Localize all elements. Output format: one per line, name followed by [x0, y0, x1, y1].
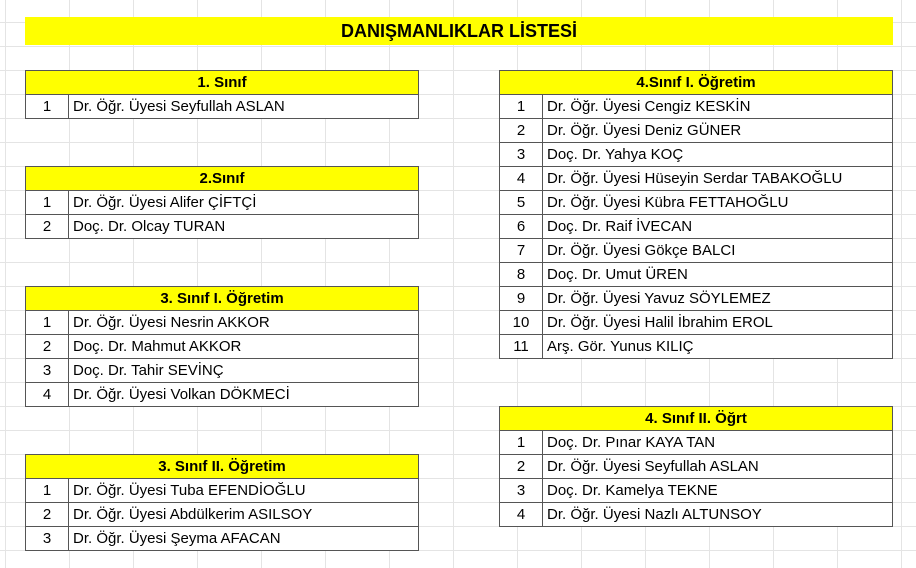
row-number[interactable]: 4 — [500, 167, 543, 191]
row-number[interactable]: 1 — [26, 95, 69, 119]
group-3-sinif-ii-ogretim — [25, 454, 419, 551]
advisor-name[interactable]: Doç. Dr. Raif İVECAN — [543, 215, 893, 239]
table-row — [500, 263, 893, 287]
row-number[interactable]: 3 — [500, 143, 543, 167]
group-3-sinif-i-ogretim — [25, 286, 419, 407]
row-number[interactable]: 5 — [500, 191, 543, 215]
advisor-name[interactable]: Doç. Dr. Kamelya TEKNE — [543, 479, 893, 503]
row-number[interactable]: 1 — [500, 431, 543, 455]
row-number[interactable]: 1 — [26, 311, 69, 335]
advisor-name[interactable]: Dr. Öğr. Üyesi Seyfullah ASLAN — [543, 455, 893, 479]
table-row — [26, 383, 419, 407]
table-row — [26, 215, 419, 239]
page-title[interactable]: DANIŞMANLIKLAR LİSTESİ — [25, 17, 893, 45]
table-row — [26, 359, 419, 383]
table-row — [26, 503, 419, 527]
advisor-name[interactable]: Dr. Öğr. Üyesi Volkan DÖKMECİ — [69, 383, 419, 407]
table-row — [500, 335, 893, 359]
advisor-name[interactable]: Doç. Dr. Pınar KAYA TAN — [543, 431, 893, 455]
advisor-name[interactable]: Dr. Öğr. Üyesi Alifer ÇİFTÇİ — [69, 191, 419, 215]
advisor-name[interactable]: Doç. Dr. Umut ÜREN — [543, 263, 893, 287]
advisor-name[interactable]: Doç. Dr. Tahir SEVİNÇ — [69, 359, 419, 383]
table-row — [500, 431, 893, 455]
group-header[interactable]: 2.Sınıf — [26, 167, 419, 191]
row-number[interactable]: 8 — [500, 263, 543, 287]
table-row — [26, 95, 419, 119]
row-number[interactable]: 6 — [500, 215, 543, 239]
group-header[interactable]: 4.Sınıf I. Öğretim — [500, 71, 893, 95]
group-2-sinif — [25, 166, 419, 239]
table-row — [26, 479, 419, 503]
table-row — [500, 215, 893, 239]
advisor-name[interactable]: Doç. Dr. Mahmut AKKOR — [69, 335, 419, 359]
table-row — [500, 143, 893, 167]
advisor-name[interactable]: Dr. Öğr. Üyesi Abdülkerim ASILSOY — [69, 503, 419, 527]
table-row — [500, 479, 893, 503]
row-number[interactable]: 3 — [26, 359, 69, 383]
table-row — [500, 455, 893, 479]
advisor-name[interactable]: Dr. Öğr. Üyesi Tuba EFENDİOĞLU — [69, 479, 419, 503]
group-4-sinif-i-ogretim — [499, 70, 893, 359]
row-number[interactable]: 2 — [26, 215, 69, 239]
advisor-name[interactable]: Dr. Öğr. Üyesi Halil İbrahim EROL — [543, 311, 893, 335]
table-row — [500, 503, 893, 527]
row-number[interactable]: 2 — [26, 503, 69, 527]
table-row — [500, 311, 893, 335]
row-number[interactable]: 1 — [26, 479, 69, 503]
table-row — [500, 191, 893, 215]
advisor-name[interactable]: Dr. Öğr. Üyesi Hüseyin Serdar TABAKOĞLU — [543, 167, 893, 191]
table-row — [500, 287, 893, 311]
table-row — [500, 239, 893, 263]
row-number[interactable]: 9 — [500, 287, 543, 311]
row-number[interactable]: 2 — [26, 335, 69, 359]
advisor-name[interactable]: Dr. Öğr. Üyesi Nesrin AKKOR — [69, 311, 419, 335]
row-number[interactable]: 3 — [500, 479, 543, 503]
table-row — [26, 335, 419, 359]
row-number[interactable]: 10 — [500, 311, 543, 335]
row-number[interactable]: 1 — [500, 95, 543, 119]
advisor-name[interactable]: Arş. Gör. Yunus KILIÇ — [543, 335, 893, 359]
advisor-name[interactable]: Dr. Öğr. Üyesi Yavuz SÖYLEMEZ — [543, 287, 893, 311]
advisor-name[interactable]: Dr. Öğr. Üyesi Seyfullah ASLAN — [69, 95, 419, 119]
group-header[interactable]: 4. Sınıf II. Öğrt — [500, 407, 893, 431]
row-number[interactable]: 7 — [500, 239, 543, 263]
advisor-name[interactable]: Dr. Öğr. Üyesi Şeyma AFACAN — [69, 527, 419, 551]
row-number[interactable]: 1 — [26, 191, 69, 215]
advisor-name[interactable]: Dr. Öğr. Üyesi Cengiz KESKİN — [543, 95, 893, 119]
advisor-name[interactable]: Dr. Öğr. Üyesi Kübra FETTAHOĞLU — [543, 191, 893, 215]
group-header[interactable]: 3. Sınıf I. Öğretim — [26, 287, 419, 311]
advisor-name[interactable]: Doç. Dr. Olcay TURAN — [69, 215, 419, 239]
table-row — [26, 191, 419, 215]
row-number[interactable]: 11 — [500, 335, 543, 359]
row-number[interactable]: 4 — [26, 383, 69, 407]
advisor-name[interactable]: Dr. Öğr. Üyesi Nazlı ALTUNSOY — [543, 503, 893, 527]
advisor-name[interactable]: Dr. Öğr. Üyesi Gökçe BALCI — [543, 239, 893, 263]
table-row — [500, 119, 893, 143]
group-header[interactable]: 3. Sınıf II. Öğretim — [26, 455, 419, 479]
row-number[interactable]: 2 — [500, 119, 543, 143]
table-row — [26, 527, 419, 551]
group-4-sinif-ii-ogretim — [499, 406, 893, 527]
group-1-sinif — [25, 70, 419, 119]
table-row — [500, 167, 893, 191]
table-row — [26, 311, 419, 335]
table-row — [500, 95, 893, 119]
group-header[interactable]: 1. Sınıf — [26, 71, 419, 95]
advisor-name[interactable]: Dr. Öğr. Üyesi Deniz GÜNER — [543, 119, 893, 143]
advisor-name[interactable]: Doç. Dr. Yahya KOÇ — [543, 143, 893, 167]
row-number[interactable]: 3 — [26, 527, 69, 551]
row-number[interactable]: 2 — [500, 455, 543, 479]
row-number[interactable]: 4 — [500, 503, 543, 527]
